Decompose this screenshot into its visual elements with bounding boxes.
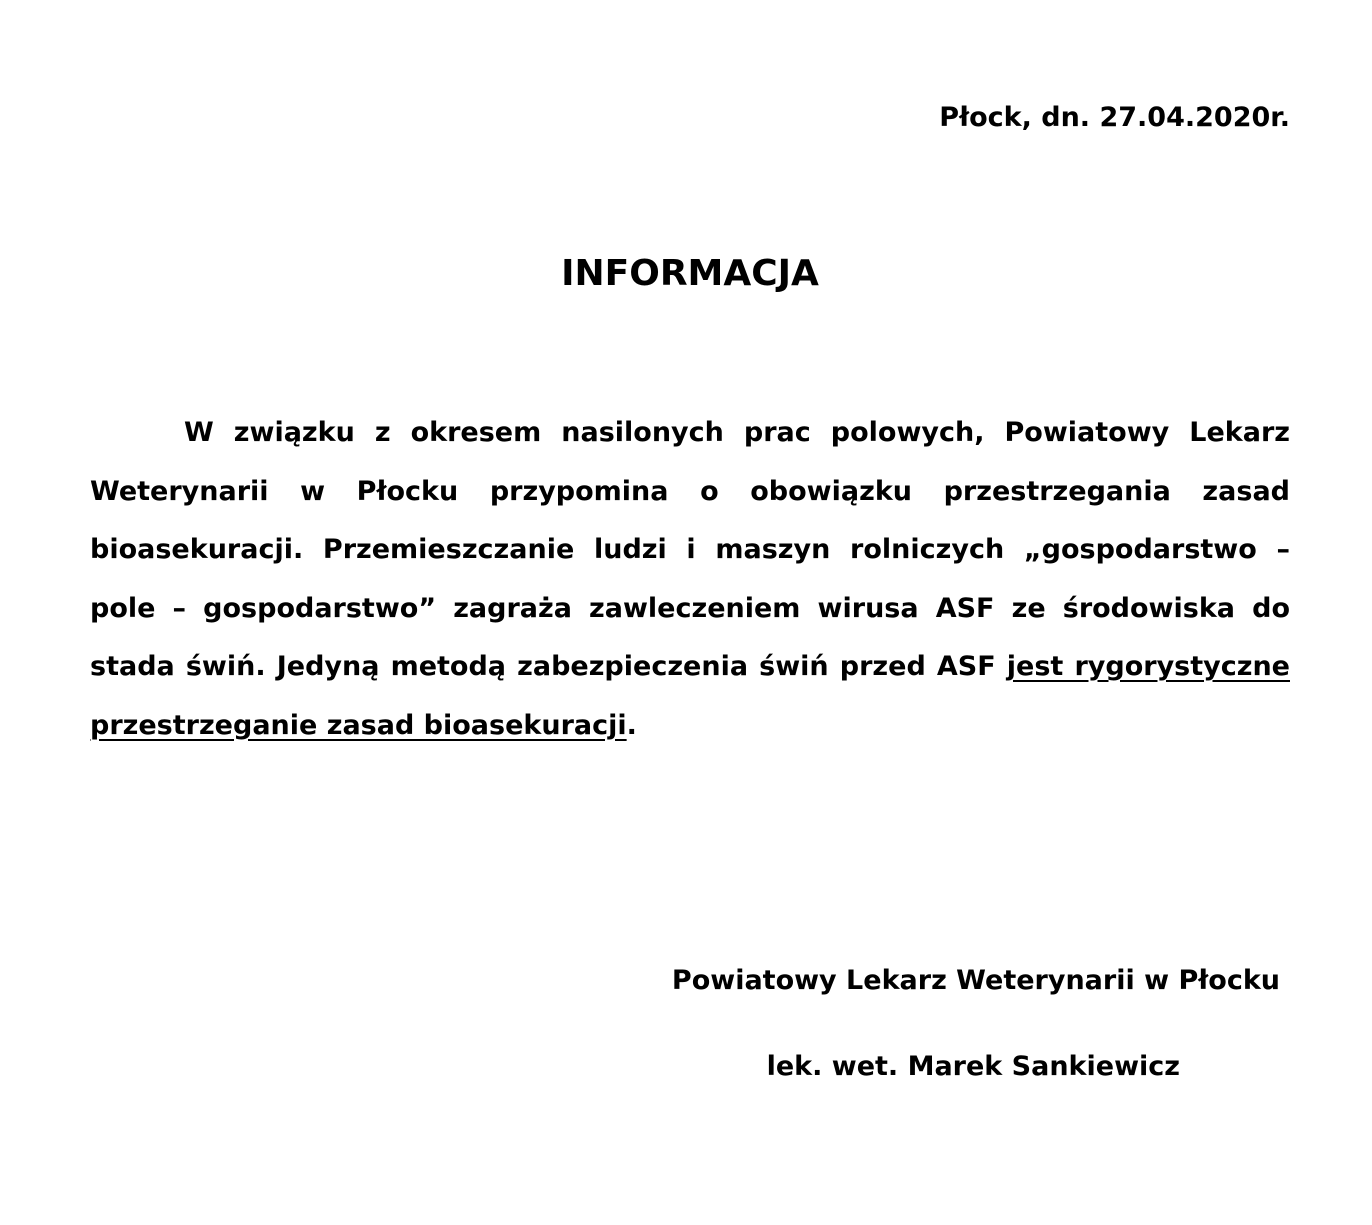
paragraph-end: .	[626, 709, 637, 741]
underlined-text: jest rygorystyczne przestrzeganie zasad bioasekuracji	[90, 651, 1290, 741]
document-title: INFORMACJA	[561, 253, 819, 294]
signature-name: lek. wet. Marek Sankiewicz	[766, 1051, 1180, 1082]
signature-office: Powiatowy Lekarz Weterynarii w Płocku	[671, 965, 1280, 996]
document-body-paragraph	[90, 404, 1290, 755]
document-date: Płock, dn. 27.04.2020r.	[939, 102, 1290, 133]
paragraph-text: W związku z okresem nasilonych prac polowych, Powiatowy Lekarz Weterynarii w Płocku przypomina o obowiązku przestrzegania zasad bioasekuracji. Przemieszczanie ludzi i maszyn rolniczych „gospodarstwo – pole – gospodarstwo” zagraża zawleczeniem wirusa ASF ze środowiska do stada świń. Jedyną metodą zabezpieczenia świń przed ASF	[90, 417, 1290, 682]
